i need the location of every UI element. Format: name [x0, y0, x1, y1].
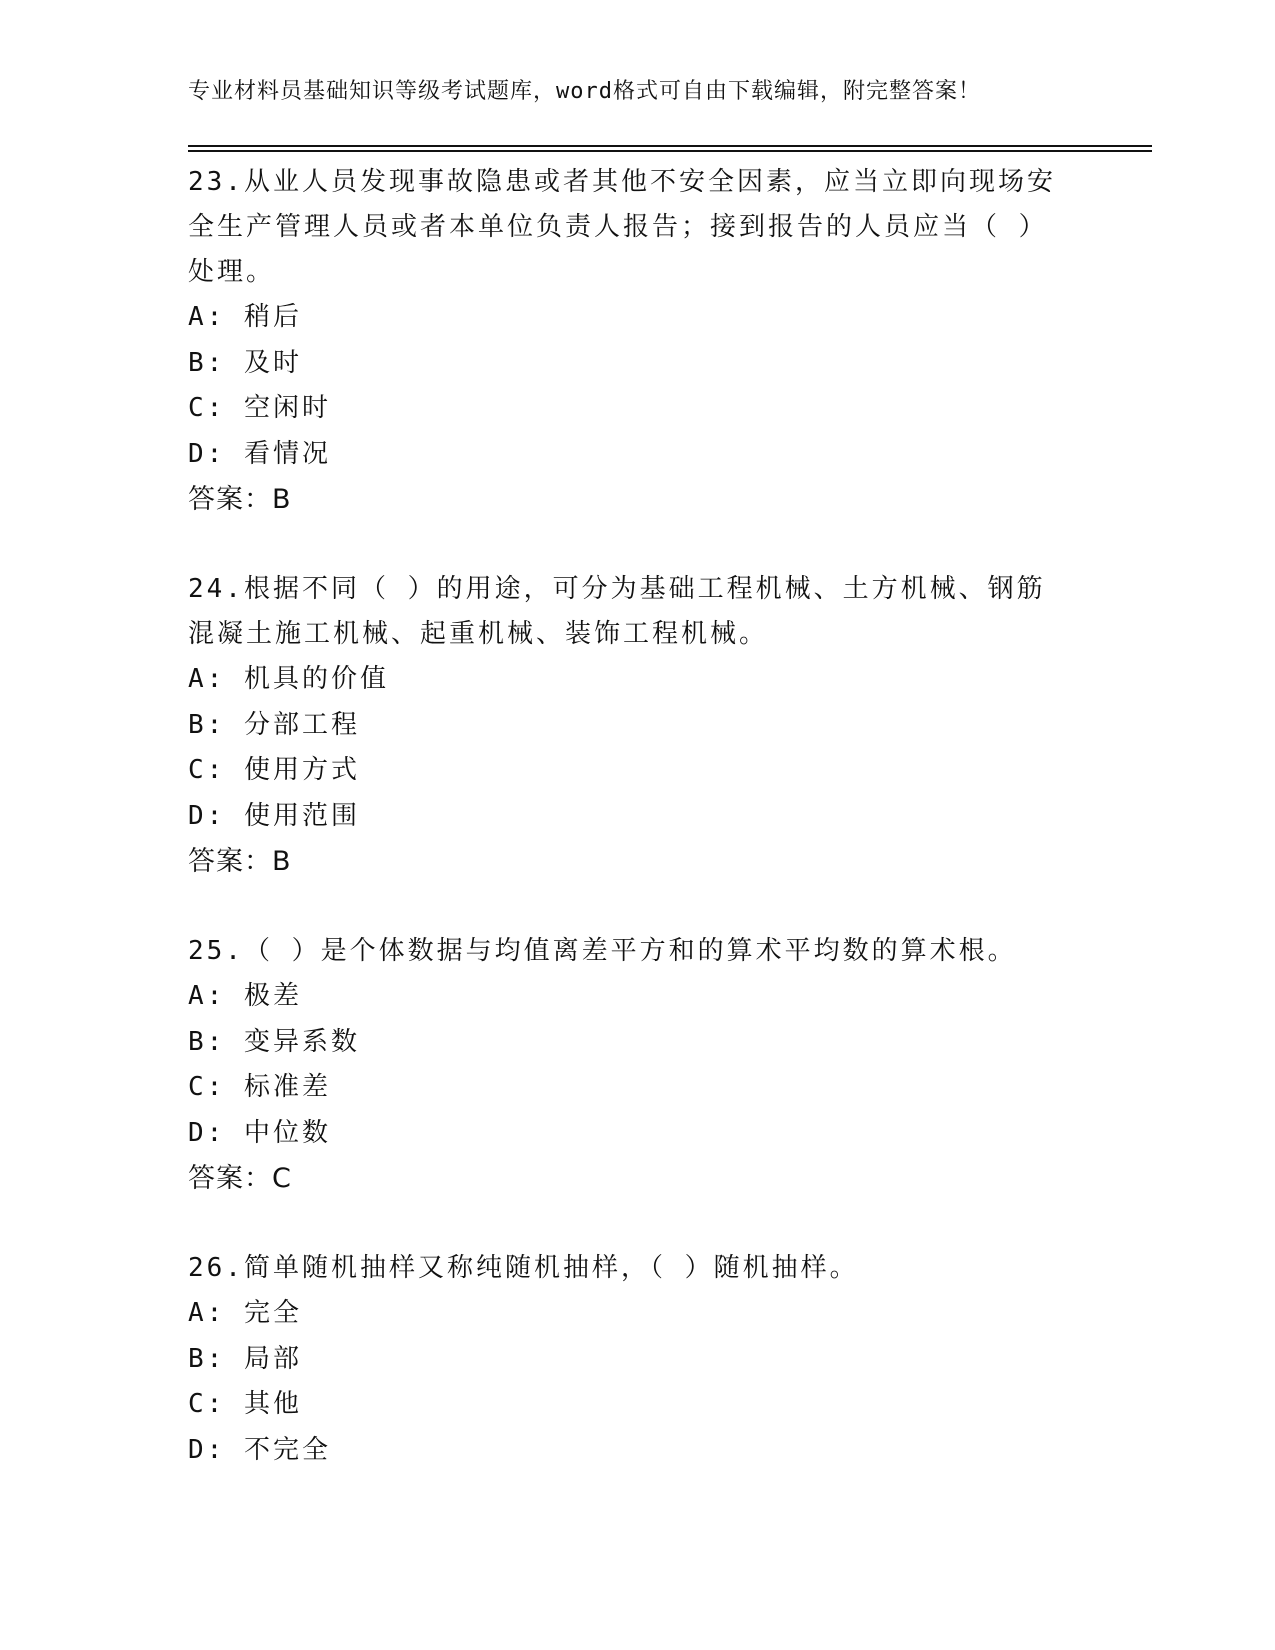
option-a: A: 极差 — [188, 981, 302, 1011]
header-divider-bottom — [188, 150, 1152, 152]
option-a: A: 机具的价值 — [188, 664, 389, 694]
option-b: B: 及时 — [188, 347, 302, 378]
option-d: D: 看情况 — [188, 438, 331, 469]
option-d: D: 不完全 — [188, 1434, 331, 1465]
option-c: C: 其他 — [188, 1389, 302, 1419]
answer-line: 答案：C — [188, 1163, 292, 1194]
question-stem: 26.简单随机抽样又称纯随机抽样，（ ）随机抽样。 — [188, 1253, 859, 1283]
option-b: B: 分部工程 — [188, 709, 360, 740]
header-divider-top — [188, 145, 1152, 147]
option-d: D: 使用范围 — [188, 800, 360, 831]
option-a: A: 完全 — [188, 1298, 302, 1328]
question-24 — [188, 567, 1088, 885]
option-c: C: 使用方式 — [188, 755, 360, 785]
option-d: D: 中位数 — [188, 1117, 331, 1148]
option-b: B: 局部 — [188, 1343, 302, 1374]
question-25 — [188, 929, 1088, 1202]
option-b: B: 变异系数 — [188, 1026, 360, 1057]
question-stem: 23.从业人员发现事故隐患或者其他不安全因素，应当立即向现场安全生产管理人员或者本单位负责人报告；接到报告的人员应当（ ）处理。 — [188, 167, 1056, 287]
page-header: 专业材料员基础知识等级考试题库，word格式可自由下载编辑，附完整答案！ — [188, 79, 981, 104]
option-c: C: 空闲时 — [188, 393, 331, 423]
question-list — [188, 160, 1088, 1517]
option-a: A: 稍后 — [188, 302, 302, 332]
question-23 — [188, 160, 1088, 523]
question-stem: 25.（ ）是个体数据与均值离差平方和的算术平均数的算术根。 — [188, 936, 1017, 966]
answer-line: 答案：B — [188, 484, 292, 515]
question-26 — [188, 1246, 1088, 1473]
option-c: C: 标准差 — [188, 1072, 331, 1102]
answer-line: 答案：B — [188, 846, 292, 877]
question-stem: 24.根据不同（ ）的用途，可分为基础工程机械、土方机械、钢筋混凝土施工机械、起重机械、装饰工程机械。 — [188, 574, 1046, 649]
